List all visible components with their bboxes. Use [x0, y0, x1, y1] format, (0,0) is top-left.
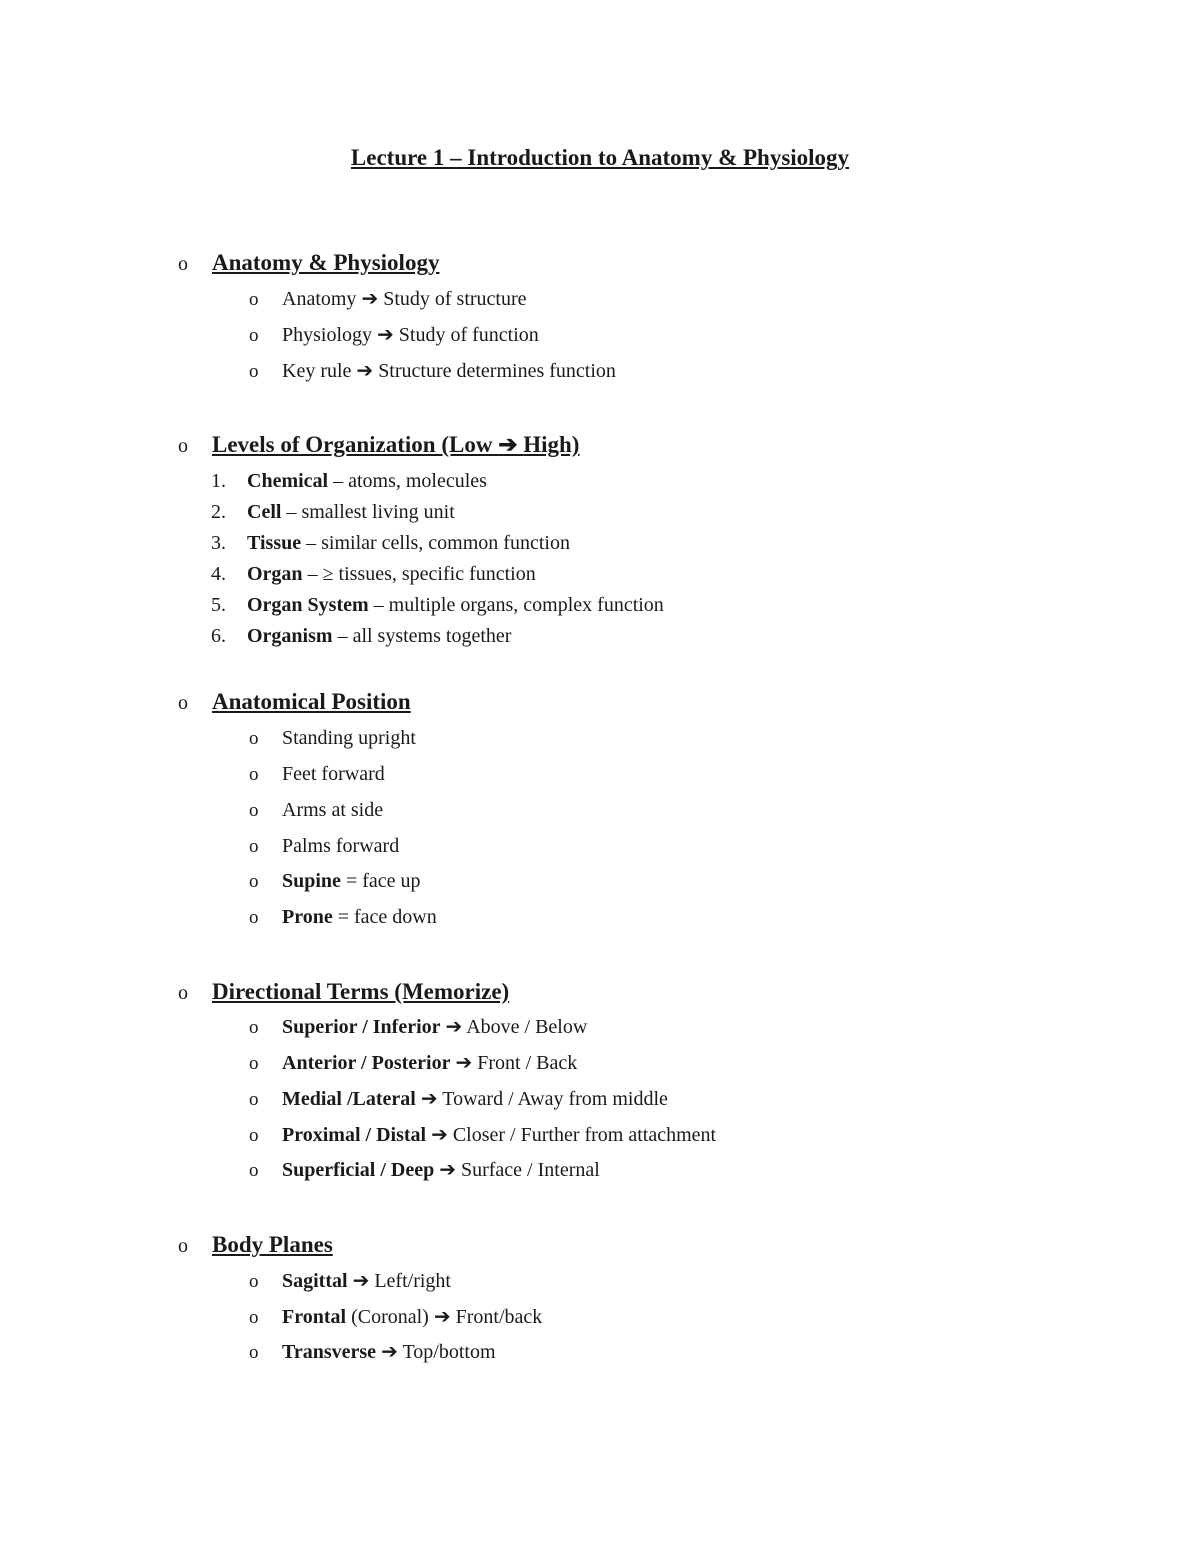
list-item — [249, 723, 416, 754]
list-item — [249, 795, 383, 826]
item-desc: Front / Back — [477, 1052, 578, 1074]
item-term: Frontal — [282, 1306, 347, 1328]
section-heading-body-planes — [178, 1230, 333, 1261]
item-desc: Top/bottom — [402, 1341, 496, 1363]
bullet-icon: o — [249, 1053, 259, 1074]
section-heading-text: Anatomical Position — [212, 689, 411, 714]
item-term: Proximal / Distal — [282, 1124, 427, 1146]
heading-suffix: High) — [523, 432, 580, 457]
list-item — [249, 1302, 542, 1333]
item-number: 5. — [211, 594, 226, 616]
item-term: Tissue — [247, 532, 302, 554]
item-desc: Closer / Further from attachment — [452, 1124, 717, 1146]
item-text: Palms forward — [282, 835, 400, 857]
item-term: Prone — [282, 906, 333, 928]
item-desc: – multiple organs, complex function — [368, 594, 664, 616]
item-desc: Structure determines function — [378, 360, 616, 382]
arrow-icon: ➔ — [420, 1088, 438, 1110]
item-desc: Study of function — [398, 324, 539, 346]
list-item — [249, 1337, 496, 1368]
arrow-icon: ➔ — [352, 1270, 370, 1292]
arrow-icon: ➔ — [377, 324, 394, 346]
bullet-icon: o — [178, 982, 188, 1004]
item-number: 6. — [211, 625, 226, 647]
item-text: Feet forward — [282, 763, 385, 785]
item-number: 1. — [211, 470, 226, 492]
list-item — [249, 831, 399, 862]
numbered-item — [211, 621, 511, 651]
item-term: Sagittal — [282, 1270, 348, 1292]
bullet-icon: o — [249, 728, 259, 749]
item-term: Superior / Inferior — [282, 1016, 441, 1038]
item-text: Standing upright — [282, 727, 416, 749]
item-extra: (Coronal) — [346, 1306, 429, 1328]
item-number: 3. — [211, 532, 226, 554]
item-term: Physiology — [282, 324, 373, 346]
item-term: Superficial / Deep — [282, 1159, 435, 1181]
bullet-icon: o — [249, 1160, 259, 1181]
arrow-icon: ➔ — [381, 1341, 398, 1363]
bullet-icon: o — [249, 289, 259, 310]
arrow-icon: ➔ — [431, 1124, 448, 1146]
item-desc: – smallest living unit — [281, 501, 455, 523]
item-desc: Front/back — [455, 1306, 543, 1328]
bullet-icon: o — [249, 1125, 259, 1146]
list-item — [249, 356, 616, 387]
item-term: Medial /Lateral — [282, 1088, 416, 1110]
list-item — [249, 1048, 577, 1079]
bullet-icon: o — [249, 1307, 259, 1328]
bullet-icon: o — [178, 435, 188, 457]
item-desc: Surface / Internal — [460, 1159, 600, 1181]
arrow-icon: ➔ — [445, 1016, 463, 1038]
list-item — [249, 1084, 668, 1115]
section-heading-anatomy-physiology — [178, 248, 439, 279]
arrow-icon: ➔ — [433, 1306, 451, 1328]
section-heading-levels — [178, 430, 579, 461]
item-desc: = face up — [340, 870, 421, 892]
list-item — [249, 902, 437, 933]
item-desc: = face down — [332, 906, 437, 928]
item-desc: Above / Below — [466, 1016, 588, 1038]
arrow-icon: ➔ — [455, 1052, 473, 1074]
item-term: Organ System — [247, 594, 369, 616]
list-item — [249, 284, 527, 315]
item-desc: Toward / Away from middle — [442, 1088, 668, 1110]
bullet-icon: o — [249, 1089, 259, 1110]
list-item — [249, 759, 385, 790]
numbered-item — [211, 497, 455, 527]
item-desc: Left/right — [374, 1270, 451, 1292]
bullet-icon: o — [249, 871, 259, 892]
page-title: Lecture 1 – Introduction to Anatomy & Physiology — [350, 145, 850, 170]
numbered-item — [211, 590, 664, 620]
numbered-item — [211, 466, 487, 496]
item-term: Chemical — [247, 470, 329, 492]
item-term: Transverse — [282, 1341, 377, 1363]
arrow-icon: ➔ — [356, 360, 374, 382]
section-heading-text: Body Planes — [212, 1232, 333, 1257]
bullet-icon: o — [249, 907, 259, 928]
item-term: Organism — [247, 625, 333, 647]
list-item — [249, 320, 539, 351]
section-heading-text — [212, 432, 579, 457]
heading-prefix: Levels of Organization (Low — [212, 432, 493, 457]
item-desc: – similar cells, common function — [301, 532, 570, 554]
list-item — [249, 866, 421, 897]
bullet-icon: o — [249, 361, 259, 382]
item-number: 4. — [211, 563, 226, 585]
bullet-icon: o — [178, 253, 188, 275]
bullet-icon: o — [249, 764, 259, 785]
item-term: Anterior / Posterior — [282, 1052, 451, 1074]
item-desc: – ≥ tissues, specific function — [302, 563, 536, 585]
numbered-item — [211, 528, 570, 558]
section-heading-anatomical-position — [178, 687, 411, 718]
bullet-icon: o — [249, 1271, 259, 1292]
arrow-icon: ➔ — [361, 288, 379, 310]
bullet-icon: o — [249, 1342, 259, 1363]
item-text: Arms at side — [282, 799, 384, 821]
item-term: Anatomy — [282, 288, 357, 310]
list-item — [249, 1266, 451, 1297]
section-heading-text: Directional Terms (Memorize) — [212, 979, 510, 1004]
bullet-icon: o — [178, 692, 188, 714]
list-item — [249, 1155, 600, 1186]
item-desc: – atoms, molecules — [328, 470, 487, 492]
section-heading-text: Anatomy & Physiology — [212, 250, 440, 275]
arrow-icon: ➔ — [498, 432, 518, 457]
item-term: Organ — [247, 563, 303, 585]
item-desc: Study of structure — [383, 288, 527, 310]
section-heading-directional-terms — [178, 977, 509, 1008]
bullet-icon: o — [249, 836, 259, 857]
numbered-item — [211, 559, 536, 589]
list-item — [249, 1012, 587, 1043]
item-term: Key rule — [282, 360, 352, 382]
bullet-icon: o — [249, 800, 259, 821]
item-term: Cell — [247, 501, 282, 523]
bullet-icon: o — [178, 1235, 188, 1257]
item-number: 2. — [211, 501, 226, 523]
arrow-icon: ➔ — [439, 1159, 456, 1181]
item-desc: – all systems together — [332, 625, 512, 647]
item-term: Supine — [282, 870, 341, 892]
bullet-icon: o — [249, 1017, 259, 1038]
bullet-icon: o — [249, 325, 259, 346]
list-item — [249, 1120, 716, 1151]
